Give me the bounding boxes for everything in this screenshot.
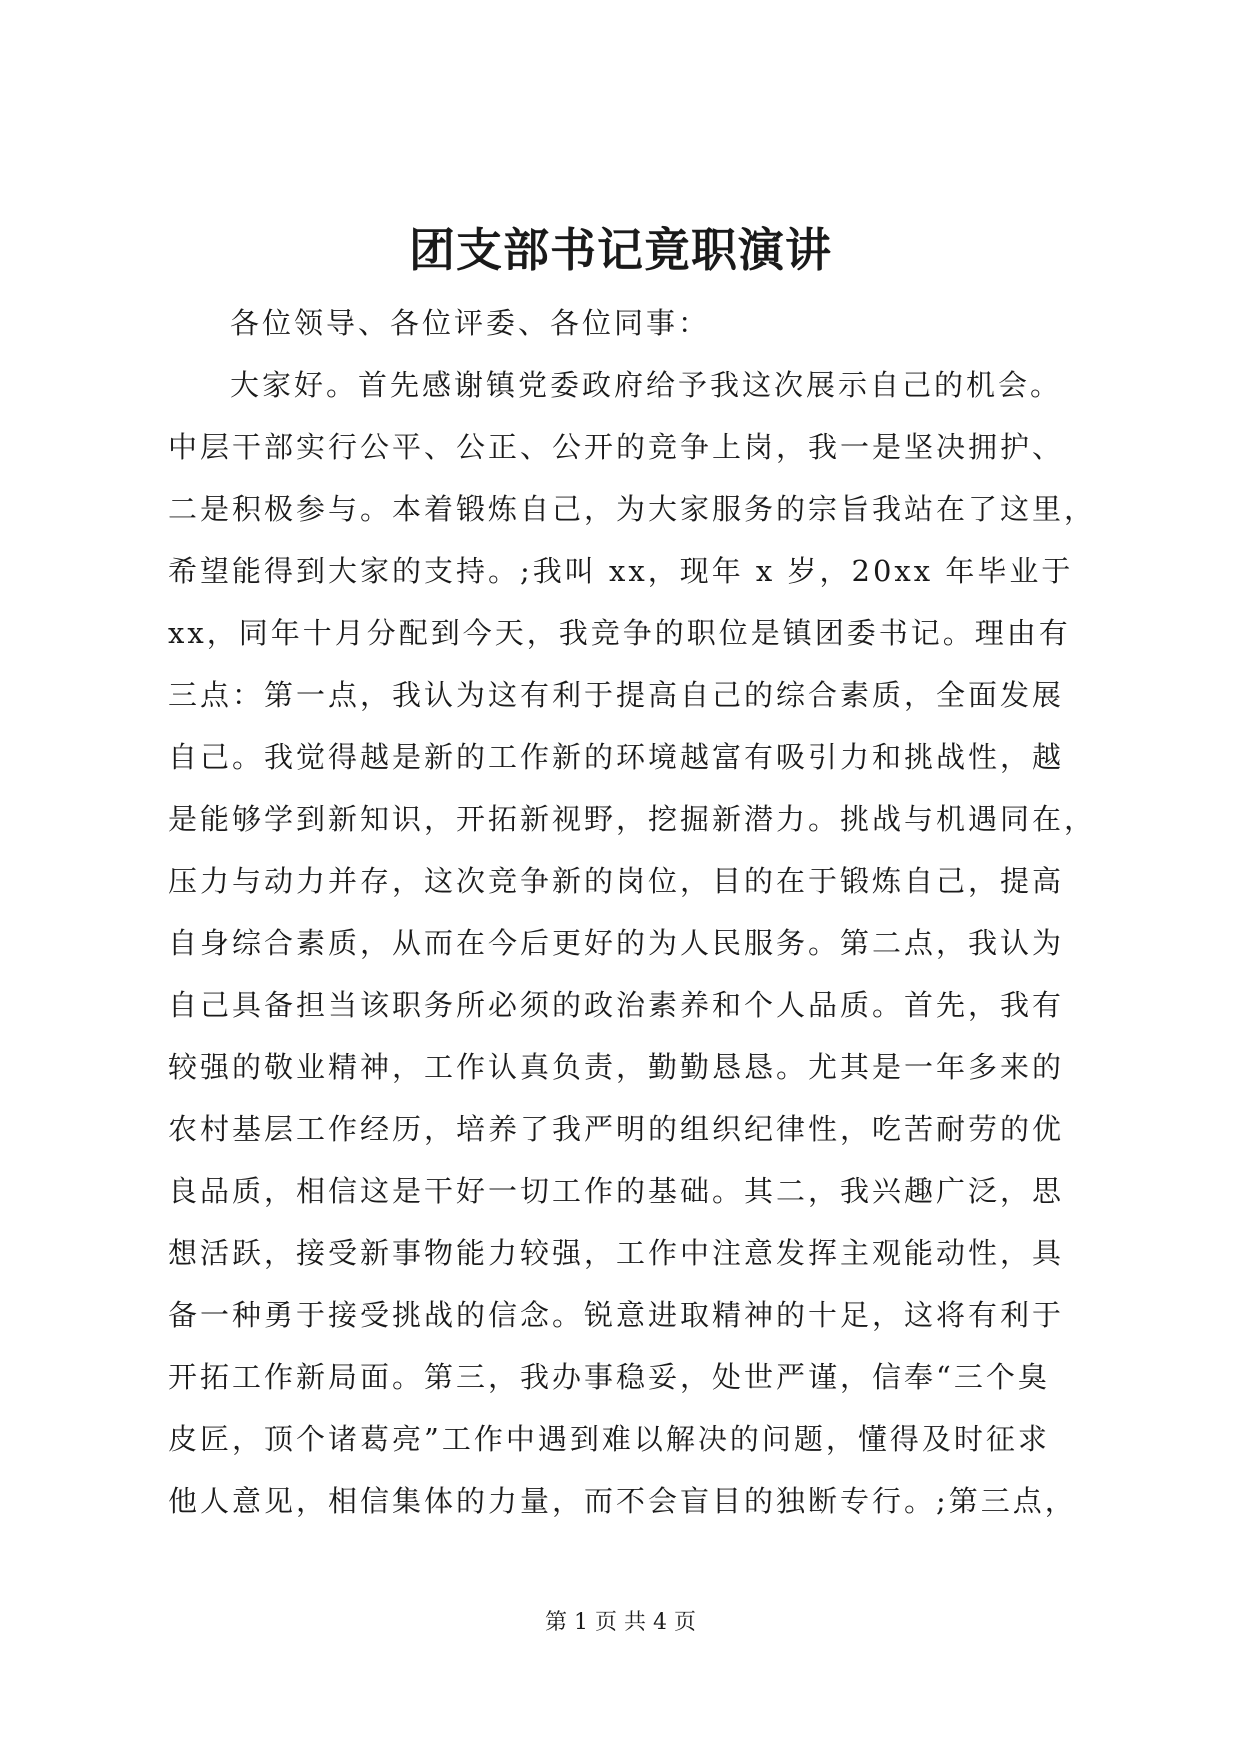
paragraph-line: 二是积极参与。本着锻炼自己，为大家服务的宗旨我站在了这里， [168,492,1097,526]
paragraph-line: 良品质，相信这是干好一切工作的基础。其二，我兴趣广泛，思 [168,1174,1065,1208]
paragraph-line: 自身综合素质，从而在今后更好的为人民服务。第二点，我认为 [168,926,1065,960]
paragraph-line: 中层干部实行公平、公正、公开的竞争上岗，我一是坚决拥护、 [168,430,1065,464]
page-title: 团支部书记竟职演讲 [409,223,832,277]
paragraph-line: xx，同年十月分配到今天，我竞争的职位是镇团委书记。理由有 [168,616,1071,650]
paragraph-line: 备一种勇于接受挑战的信念。锐意进取精神的十足，这将有利于 [168,1298,1065,1332]
paragraph-line: 农村基层工作经历，培养了我严明的组织纪律性，吃苦耐劳的优 [168,1112,1065,1146]
document-body [168,292,1097,1532]
paragraph-line: 三点：第一点，我认为这有利于提高自己的综合素质，全面发展 [168,678,1065,712]
paragraph-line: 希望能得到大家的支持。;我叫 xx，现年 x 岁，20xx 年毕业于 [168,554,1074,588]
paragraph-line: 是能够学到新知识，开拓新视野，挖掘新潜力。挑战与机遇同在， [168,802,1097,836]
paragraph-line: 自己具备担当该职务所必须的政治素养和个人品质。首先，我有 [168,988,1065,1022]
page-number-footer: 第 1 页 共 4 页 [545,1610,696,1635]
paragraph-line: 皮匠，顶个诸葛亮”工作中遇到难以解决的问题，懂得及时征求 [168,1422,1050,1456]
paragraph-line: 自己。我觉得越是新的工作新的环境越富有吸引力和挑战性，越 [168,740,1065,774]
salutation-line: 各位领导、各位评委、各位同事： [230,306,711,340]
paragraph-line: 大家好。首先感谢镇党委政府给予我这次展示自己的机会。 [230,368,1063,402]
paragraph-line: 他人意见，相信集体的力量，而不会盲目的独断专行。;第三点， [168,1484,1077,1518]
paragraph-line: 压力与动力并存，这次竞争新的岗位，目的在于锻炼自己，提高 [168,864,1065,898]
paragraph-line: 开拓工作新局面。第三，我办事稳妥，处世严谨，信奉“三个臭 [168,1360,1050,1394]
paragraph-line: 想活跃，接受新事物能力较强，工作中注意发挥主观能动性，具 [168,1236,1065,1270]
paragraph-line: 较强的敬业精神，工作认真负责，勤勤恳恳。尤其是一年多来的 [168,1050,1065,1084]
